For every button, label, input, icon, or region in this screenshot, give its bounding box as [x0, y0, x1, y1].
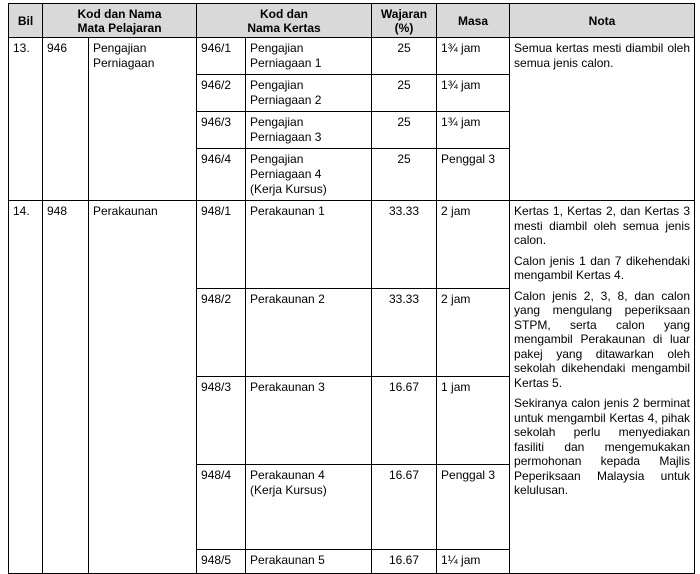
paper-weight: 16.67: [372, 550, 437, 574]
note-paragraph: Semua kertas mesti diambil oleh semua jenis calon.: [514, 41, 691, 70]
paper-duration: Penggal 3: [437, 465, 510, 550]
subject-bil: 13.: [9, 38, 43, 201]
paper-weight: 25: [372, 112, 437, 149]
paper-weight: 16.67: [372, 465, 437, 550]
paper-name-extra: (Kerja Kursus): [250, 182, 327, 196]
subject-note: [510, 38, 695, 201]
note-paragraph: Calon jenis 1 dan 7 dikehendaki mengambil Kertas 4.: [514, 253, 691, 282]
paper-weight: 16.67: [372, 377, 437, 465]
paper-code: 946/2: [197, 75, 246, 112]
paper-duration: 1 jam: [437, 377, 510, 465]
paper-code: 948/1: [197, 201, 246, 289]
subject-name: Pengajian Perniagaan: [89, 38, 197, 201]
paper-name-extra: (Kerja Kursus): [250, 483, 327, 497]
paper-code: 948/5: [197, 550, 246, 574]
paper-weight: 25: [372, 38, 437, 75]
paper-weight: 25: [372, 149, 437, 201]
header-duration: Masa: [437, 4, 510, 38]
paper-name: Perakaunan 1: [246, 201, 372, 289]
subject-code: 948: [43, 201, 89, 574]
paper-duration: Penggal 3: [437, 149, 510, 201]
paper-weight: 33.33: [372, 289, 437, 377]
paper-duration: 2 jam: [437, 289, 510, 377]
header-note: Nota: [510, 4, 695, 38]
table-row: [9, 38, 695, 75]
table-row: [9, 201, 695, 289]
header-paper: Kod dan Nama Kertas: [197, 4, 372, 38]
paper-name: Perakaunan 5: [246, 550, 372, 574]
paper-duration: 1¾ jam: [437, 38, 510, 75]
paper-code: 946/4: [197, 149, 246, 201]
note-paragraph: Sekiranya calon jenis 2 berminat untuk mengambil Kertas 4, pihak sekolah perlu menyediakan fasiliti dan mengemukakan permohonan kepada Majlis Peperiksaan Malaysia untuk kelulusan.: [514, 396, 691, 497]
table-header-row: [9, 4, 695, 38]
subject-code: 946: [43, 38, 89, 201]
paper-name: Perakaunan 3: [246, 377, 372, 465]
paper-name: Pengajian Perniagaan 1: [246, 38, 372, 75]
note-paragraph: Calon jenis 2, 3, 8, dan calon yang mengulang peperiksaan STPM, serta calon yang mengambil Perakaunan di luar pakej yang ditawarkan oleh sekolah dikehendaki mengambil Kertas 5.: [514, 288, 691, 390]
paper-code: 946/1: [197, 38, 246, 75]
paper-duration: 1¾ jam: [437, 75, 510, 112]
paper-weight: 33.33: [372, 201, 437, 289]
subject-name: Perakaunan: [89, 201, 197, 574]
subject-note: [510, 201, 695, 574]
subject-bil: 14.: [9, 201, 43, 574]
paper-name: Pengajian Perniagaan 2: [246, 75, 372, 112]
paper-duration: 1¼ jam: [437, 550, 510, 574]
paper-weight: 25: [372, 75, 437, 112]
header-bil: Bil: [9, 4, 43, 38]
paper-code: 948/2: [197, 289, 246, 377]
header-subject: Kod dan Nama Mata Pelajaran: [43, 4, 197, 38]
header-weight: Wajaran (%): [372, 4, 437, 38]
note-paragraph: Kertas 1, Kertas 2, dan Kertas 3 mesti diambil oleh semua jenis calon.: [514, 204, 691, 247]
paper-code: 948/3: [197, 377, 246, 465]
paper-name: Pengajian Perniagaan 3: [246, 112, 372, 149]
paper-duration: 2 jam: [437, 201, 510, 289]
paper-name: Pengajian Perniagaan 4 (Kerja Kursus): [246, 149, 372, 201]
paper-name: Perakaunan 4 (Kerja Kursus): [246, 465, 372, 550]
subject-paper-table: [8, 3, 695, 574]
paper-duration: 1¾ jam: [437, 112, 510, 149]
paper-code: 946/3: [197, 112, 246, 149]
paper-name: Perakaunan 2: [246, 289, 372, 377]
paper-code: 948/4: [197, 465, 246, 550]
